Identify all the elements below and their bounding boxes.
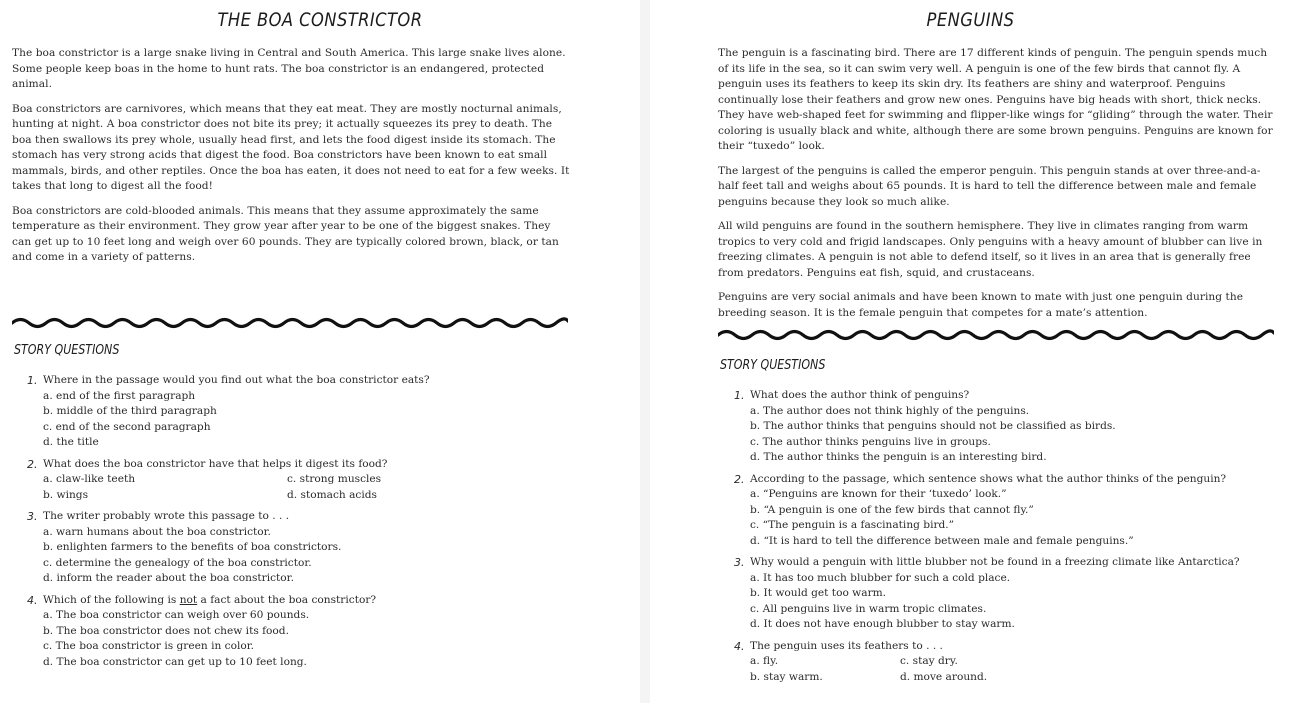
question-2 bbox=[27, 457, 587, 504]
answer-option: d. The boa constrictor can get up to 10 feet long. bbox=[43, 655, 307, 668]
underlined-word: not bbox=[179, 593, 198, 606]
question-number: 2. bbox=[27, 457, 38, 471]
answer-option: b. middle of the third paragraph bbox=[43, 405, 217, 417]
answer-option: a. warn humans about the boa constrictor. bbox=[43, 525, 271, 538]
question-stem: What does the boa constrictor have that helps it digest its food? bbox=[43, 457, 388, 470]
answer-option: b. It would get too warm. bbox=[750, 587, 887, 599]
wavy-divider bbox=[12, 314, 568, 332]
answer-option: d. The author thinks the penguin is an interesting bird. bbox=[750, 451, 1047, 463]
answer-option: d. move around. bbox=[900, 670, 988, 683]
answer-option: a. It has too much blubber for such a cold place. bbox=[750, 571, 1011, 584]
question-4 bbox=[27, 593, 587, 671]
answer-option: d. stomach acids bbox=[287, 488, 377, 501]
answer-option: c. All penguins live in warm tropic climates. bbox=[750, 602, 987, 615]
question-number: 3. bbox=[27, 510, 38, 523]
question-number: 4. bbox=[27, 593, 38, 607]
question-list bbox=[27, 373, 587, 676]
answer-option: b. The author thinks that penguins should not be classified as birds. bbox=[750, 420, 1116, 432]
story-questions-heading: STORY QUESTIONS bbox=[720, 357, 826, 373]
question-3 bbox=[27, 509, 587, 587]
passage-paragraph: All wild penguins are found in the southern hemisphere. They live in climates ranging from warm tropics to very cold and frigid landscapes. Only penguins with a heavy amount of blubber can live in freezing climates. A penguin is not able to defend itself, so it lives in an area that is generally free from predators. Penguins eat fish, squid, and crustaceans. bbox=[718, 220, 1263, 279]
page-gutter bbox=[640, 0, 650, 703]
penguin-worksheet-page bbox=[650, 0, 1291, 703]
question-list bbox=[734, 388, 1279, 691]
answer-option: d. the title bbox=[43, 436, 99, 448]
question-number: 3. bbox=[734, 556, 745, 569]
reading-passage bbox=[718, 46, 1278, 330]
passage-paragraph: Boa constrictors are carnivores, which means that they eat meat. They are mostly nocturnal animals, hunting at night. A boa constrictor does not bite its prey; it actually squeezes its prey to death. The boa then swallows its prey whole, usually head first, and lets the food digest inside its stomach. The stomach has very strong acids that digest the food. Boa constrictors have been known to eat small mammals, birds, and other reptiles. Once the boa has eaten, it does not need to eat for a few weeks. It takes that long to digest all the food! bbox=[12, 102, 570, 192]
question-stem: Which of the following is bbox=[43, 593, 180, 606]
question-number: 2. bbox=[734, 472, 745, 486]
page-title: PENGUINS bbox=[926, 9, 1015, 31]
question-4 bbox=[734, 639, 1279, 686]
answer-option: c. The boa constrictor is green in color. bbox=[43, 640, 255, 652]
passage-paragraph: The boa constrictor is a large snake living in Central and South America. This large snake lives alone. Some people keep boas in the home to hunt rats. The boa constrictor is an endangered, protected animal. bbox=[12, 47, 566, 90]
question-stem: The writer probably wrote this passage to . . . bbox=[43, 510, 290, 522]
question-stem: The penguin uses its feathers to . . . bbox=[750, 639, 943, 652]
wavy-divider bbox=[718, 326, 1274, 344]
reading-passage bbox=[12, 46, 572, 275]
question-3 bbox=[734, 555, 1279, 633]
answer-option: c. determine the genealogy of the boa constrictor. bbox=[43, 556, 312, 569]
answer-option: d. inform the reader about the boa constrictor. bbox=[43, 572, 294, 584]
passage-paragraph: The largest of the penguins is called the emperor penguin. This penguin stands at over three-and-a-half feet tall and weighs about 65 pounds. It is hard to tell the difference between male and female penguins because they look so much alike. bbox=[718, 164, 1261, 208]
question-2 bbox=[734, 472, 1279, 550]
answer-option: c. The author thinks penguins live in groups. bbox=[750, 435, 991, 448]
question-1 bbox=[27, 373, 587, 451]
question-number: 1. bbox=[27, 374, 38, 387]
answer-option: d. “It is hard to tell the difference between male and female penguins.” bbox=[750, 534, 1134, 547]
answer-option: c. stay dry. bbox=[900, 655, 958, 667]
question-stem: According to the passage, which sentence shows what the author thinks of the penguin? bbox=[750, 472, 1227, 485]
question-stem: What does the author think of penguins? bbox=[750, 389, 970, 401]
answer-option: a. fly. bbox=[750, 655, 779, 667]
question-stem: Where in the passage would you find out what the boa constrictor eats? bbox=[43, 374, 430, 386]
answer-option: a. The boa constrictor can weigh over 60 pounds. bbox=[43, 609, 310, 621]
answer-option: a. “Penguins are known for their ‘tuxedo’ look.” bbox=[750, 488, 1007, 500]
passage-paragraph: The penguin is a fascinating bird. There are 17 different kinds of penguin. The penguin spends much of its life in the sea, so it can swim very well. A penguin is one of the few birds that cannot fly. A penguin uses its feathers to keep its skin dry. Its feathers are shiny and waterproof. Penguins continually lose their feathers and grow new ones. Penguins have big heads with short, thick necks. They have web-shaped feet for swimming and flipper-like wings for “gliding” through the water. Their coloring is usually black and white, although there are some brown penguins. Penguins are known for their “tuxedo” look. bbox=[718, 47, 1273, 152]
boa-worksheet-page bbox=[0, 0, 640, 703]
answer-option: a. The author does not think highly of the penguins. bbox=[750, 404, 1030, 417]
answer-option: b. stay warm. bbox=[750, 670, 823, 683]
page-title: THE BOA CONSTRICTOR bbox=[217, 9, 423, 31]
answer-option: b. “A penguin is one of the few birds that cannot fly.” bbox=[750, 503, 1034, 516]
passage-paragraph: Boa constrictors are cold-blooded animals. This means that they assume approximately the same temperature as their environment. They grow year after year to be one of the biggest snakes. They can get up to 10 feet long and weigh over 60 pounds. They are typically colored brown, black, or tan and come in a variety of patterns. bbox=[12, 204, 559, 263]
story-questions-heading: STORY QUESTIONS bbox=[14, 342, 120, 358]
question-number: 4. bbox=[734, 639, 745, 653]
answer-option: b. enlighten farmers to the benefits of boa constrictors. bbox=[43, 541, 342, 553]
question-stem: Why would a penguin with little blubber not be found in a freezing climate like Antarctica? bbox=[750, 556, 1240, 568]
answer-option: a. claw-like teeth bbox=[43, 473, 136, 485]
answer-option: c. end of the second paragraph bbox=[43, 420, 211, 433]
answer-option: c. strong muscles bbox=[287, 473, 382, 485]
answer-option: b. The boa constrictor does not chew its food. bbox=[43, 624, 289, 637]
answer-option: d. It does not have enough blubber to stay warm. bbox=[750, 618, 1015, 630]
question-number: 1. bbox=[734, 389, 745, 402]
question-1 bbox=[734, 388, 1279, 466]
passage-paragraph: Penguins are very social animals and have been known to mate with just one penguin during the breeding season. It is the female penguin that competes for a mate’s attention. bbox=[718, 291, 1244, 319]
answer-option: b. wings bbox=[43, 488, 89, 501]
answer-option: a. end of the first paragraph bbox=[43, 389, 196, 402]
question-stem-end: a fact about the boa constrictor? bbox=[197, 593, 377, 606]
answer-option: c. “The penguin is a fascinating bird.” bbox=[750, 519, 955, 531]
